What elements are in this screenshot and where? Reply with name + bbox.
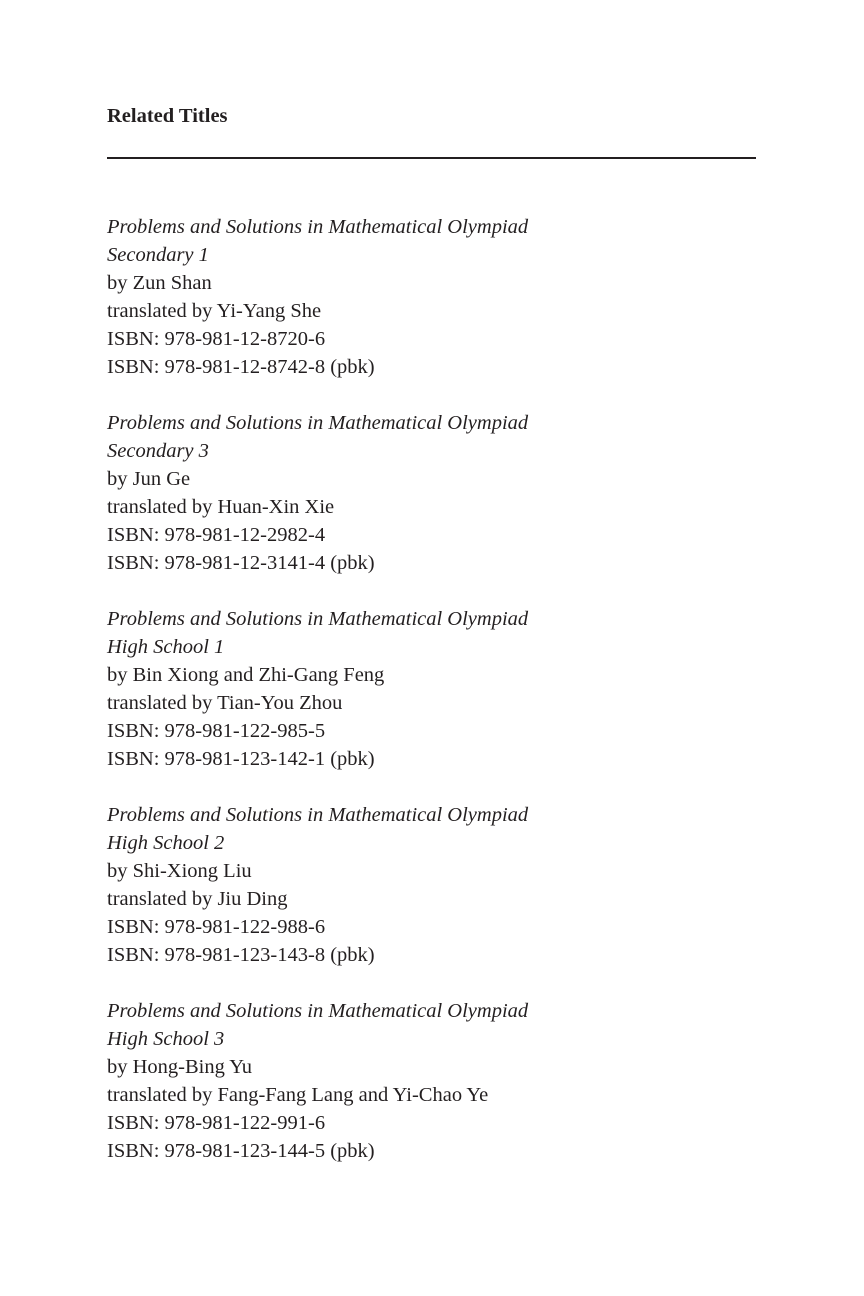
book-title-line1: Problems and Solutions in Mathematical Olympiad (107, 216, 529, 238)
book-translator: translated by Yi-Yang She (107, 300, 322, 322)
book-isbn: ISBN: 978-981-12-8720-6 (107, 328, 326, 350)
book-title-line2: Secondary 3 (107, 440, 209, 462)
book-isbn-pbk: ISBN: 978-981-123-144-5 (pbk) (107, 1140, 375, 1162)
book-isbn-pbk: ISBN: 978-981-123-143-8 (pbk) (107, 944, 375, 966)
related-titles-list (107, 213, 756, 1193)
book-isbn: ISBN: 978-981-122-985-5 (107, 720, 326, 742)
book-isbn-pbk: ISBN: 978-981-12-3141-4 (pbk) (107, 552, 375, 574)
book-title-line2: High School 3 (107, 1028, 225, 1050)
book-title-line2: High School 2 (107, 832, 225, 854)
book-translator: translated by Jiu Ding (107, 888, 288, 910)
book-title-line1: Problems and Solutions in Mathematical Olympiad (107, 1000, 529, 1022)
book-translator: translated by Fang-Fang Lang and Yi-Chao Ye (107, 1084, 489, 1106)
heading-rule (107, 157, 756, 159)
book-isbn-pbk: ISBN: 978-981-123-142-1 (pbk) (107, 748, 375, 770)
book-isbn-pbk: ISBN: 978-981-12-8742-8 (pbk) (107, 356, 375, 378)
book-author: by Hong-Bing Yu (107, 1056, 253, 1078)
book-author: by Shi-Xiong Liu (107, 860, 252, 882)
book-author: by Jun Ge (107, 468, 191, 490)
title-entry (107, 605, 756, 773)
book-isbn: ISBN: 978-981-122-988-6 (107, 916, 326, 938)
book-author: by Bin Xiong and Zhi-Gang Feng (107, 664, 385, 686)
book-title-line1: Problems and Solutions in Mathematical Olympiad (107, 412, 529, 434)
book-isbn: ISBN: 978-981-122-991-6 (107, 1112, 326, 1134)
book-translator: translated by Huan-Xin Xie (107, 496, 335, 518)
page-heading: Related Titles (107, 105, 228, 127)
book-isbn: ISBN: 978-981-12-2982-4 (107, 524, 326, 546)
book-translator: translated by Tian-You Zhou (107, 692, 343, 714)
title-entry (107, 213, 756, 381)
book-title-line1: Problems and Solutions in Mathematical Olympiad (107, 608, 529, 630)
title-entry (107, 409, 756, 577)
book-title-line1: Problems and Solutions in Mathematical Olympiad (107, 804, 529, 826)
book-title-line2: Secondary 1 (107, 244, 209, 266)
book-title-line2: High School 1 (107, 636, 225, 658)
title-entry (107, 997, 756, 1165)
book-author: by Zun Shan (107, 272, 212, 294)
title-entry (107, 801, 756, 969)
